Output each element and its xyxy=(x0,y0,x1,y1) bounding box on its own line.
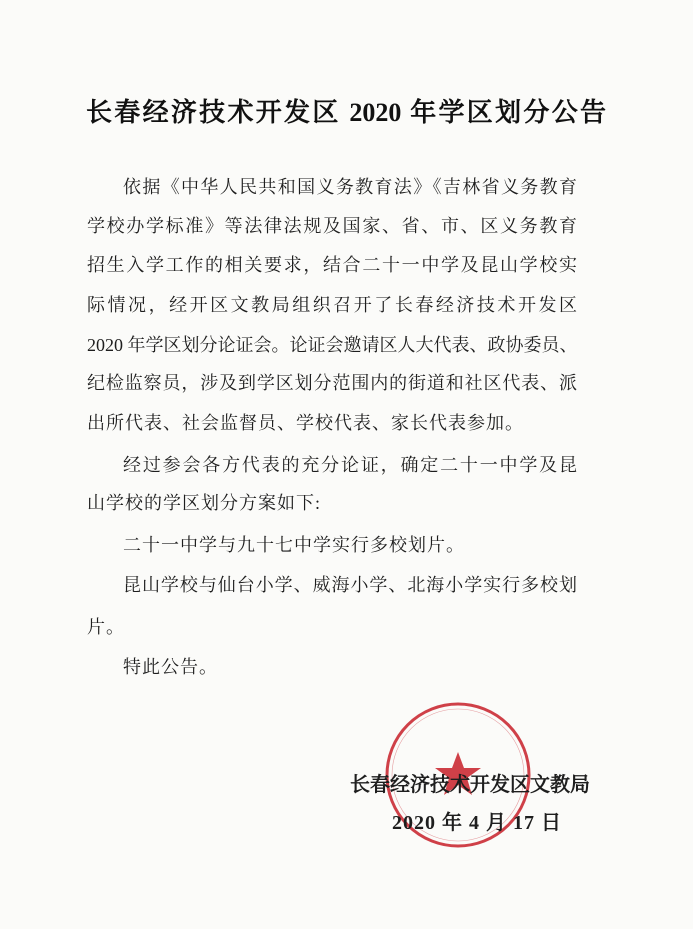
body-line: 昆山学校与仙台小学、威海小学、北海小学实行多校划 xyxy=(123,575,577,595)
document-title: 长春经济技术开发区 2020 年学区划分公告 xyxy=(86,98,606,127)
body-line: 特此公告。 xyxy=(123,657,218,677)
body-line: 2020 年学区划分论证会。论证会邀请区人大代表、政协委员、 xyxy=(87,335,578,355)
issuer-signature: 长春经济技术开发区文教局 xyxy=(350,774,590,796)
body-line: 招生入学工作的相关要求，结合二十一中学及昆山学校实 xyxy=(87,255,577,275)
body-line: 片。 xyxy=(87,617,125,637)
body-line: 纪检监察员，涉及到学区划分范围内的街道和社区代表、派 xyxy=(87,373,577,393)
body-line: 二十一中学与九十七中学实行多校划片。 xyxy=(123,535,465,555)
body-line: 依据《中华人民共和国义务教育法》《吉林省义务教育 xyxy=(123,177,577,197)
issue-date: 2020 年 4 月 17 日 xyxy=(392,812,562,834)
body-line: 学校办学标准》等法律法规及国家、省、市、区义务教育 xyxy=(87,216,577,236)
body-line: 际情况，经开区文教局组织召开了长春经济技术开发区 xyxy=(87,295,577,315)
body-line: 经过参会各方代表的充分论证，确定二十一中学及昆 xyxy=(123,455,577,475)
body-line: 出所代表、社会监督员、学校代表、家长代表参加。 xyxy=(87,413,524,433)
body-line: 山学校的学区划分方案如下: xyxy=(87,493,321,513)
